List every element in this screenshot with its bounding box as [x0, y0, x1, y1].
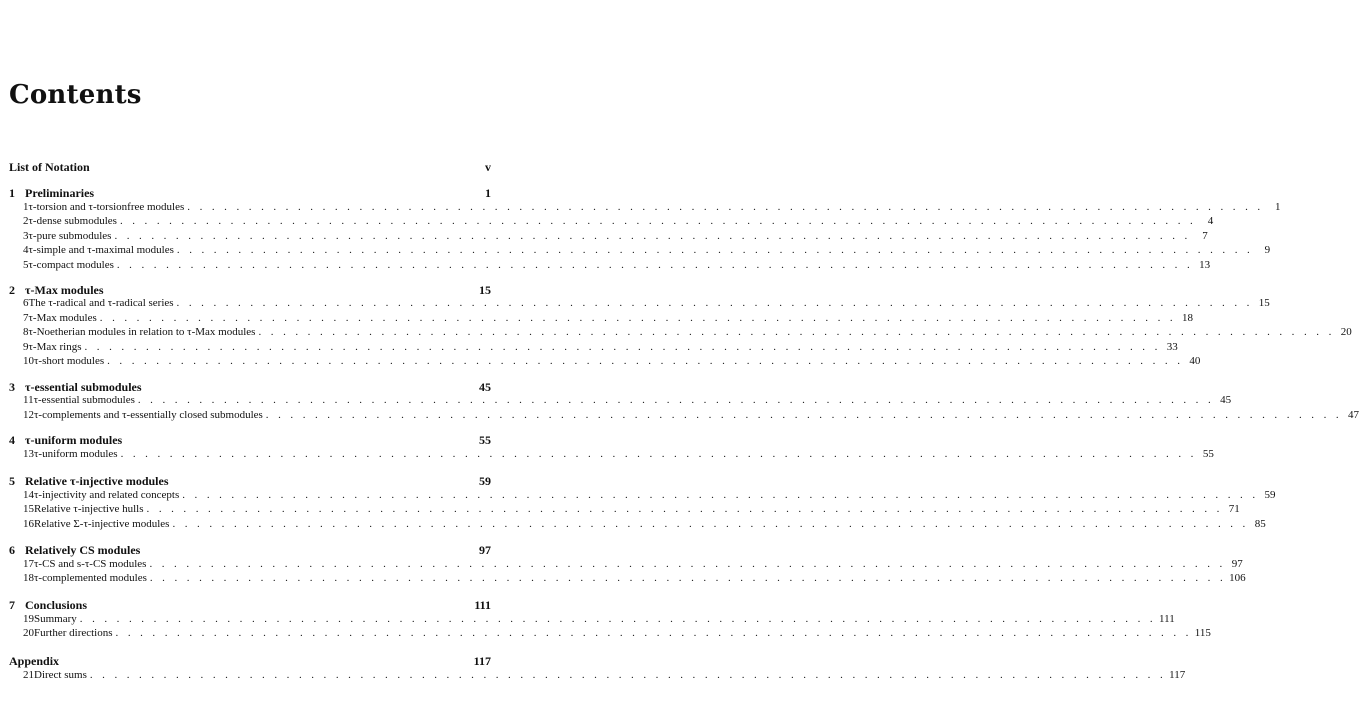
chapter-number: 4	[9, 433, 15, 447]
toc-section-16[interactable]	[9, 518, 1266, 530]
toc-section-11[interactable]	[9, 394, 1232, 406]
toc-section-2[interactable]	[9, 215, 1214, 227]
section-number: 16	[23, 518, 34, 530]
dot-leader	[147, 503, 1223, 515]
section-page: 18	[1182, 312, 1194, 324]
toc-chapter-3[interactable]	[9, 380, 491, 395]
section-number: 3	[23, 230, 29, 242]
section-number: 1	[23, 201, 29, 213]
dot-leader	[85, 341, 1161, 353]
chapter-page: 45	[479, 380, 491, 394]
section-title: τ-essential submodules	[33, 394, 135, 406]
toc-section-6[interactable]	[9, 297, 1270, 309]
section-page: 7	[1202, 230, 1208, 242]
section-page: 33	[1166, 341, 1178, 353]
toc-section-21[interactable]	[9, 669, 1186, 681]
toc-section-9[interactable]	[9, 341, 1178, 353]
section-number: 11	[23, 394, 34, 406]
page-title: Contents	[9, 80, 142, 110]
chapter-title: τ-uniform modules	[25, 433, 123, 447]
section-page: 71	[1228, 503, 1240, 515]
section-page: 115	[1194, 627, 1211, 639]
section-title: Summary	[34, 613, 77, 625]
section-title: τ-Max rings	[28, 341, 82, 353]
section-title: τ-Max modules	[28, 312, 97, 324]
section-page: 40	[1189, 355, 1201, 367]
section-number: 18	[23, 572, 34, 584]
chapter-title: Preliminaries	[25, 186, 95, 200]
toc-entry-appendix[interactable]	[9, 654, 491, 669]
section-title: τ-dense submodules	[28, 215, 117, 227]
section-number: 19	[23, 613, 34, 625]
section-title: Relative τ-injective hulls	[34, 503, 144, 515]
section-page: 97	[1231, 558, 1243, 570]
toc-section-8[interactable]	[9, 326, 1352, 338]
toc-section-20[interactable]	[9, 627, 1211, 639]
dot-leader	[187, 201, 1263, 213]
section-title: τ-short modules	[34, 355, 105, 367]
chapter-page: 59	[479, 474, 491, 488]
section-number: 4	[23, 244, 29, 256]
toc-section-4[interactable]	[9, 244, 1271, 256]
toc-section-12[interactable]	[9, 409, 1359, 421]
section-page: 55	[1202, 448, 1214, 460]
toc-chapter-2[interactable]	[9, 283, 491, 298]
toc-section-15[interactable]	[9, 503, 1240, 515]
section-page: 1	[1275, 201, 1281, 213]
section-page: 45	[1220, 394, 1232, 406]
dot-leader	[138, 394, 1214, 406]
section-page: 85	[1254, 518, 1266, 530]
chapter-page: 97	[479, 543, 491, 557]
chapter-page: 1	[485, 186, 491, 200]
section-page: 47	[1348, 409, 1359, 421]
entry-title: List of Notation	[9, 160, 90, 174]
section-number: 2	[23, 215, 29, 227]
section-page: 59	[1264, 489, 1276, 501]
dot-leader	[182, 489, 1258, 501]
toc-chapter-6[interactable]	[9, 543, 491, 558]
toc-chapter-7[interactable]	[9, 598, 491, 613]
dot-leader	[100, 312, 1176, 324]
toc-section-7[interactable]	[9, 312, 1194, 324]
dot-leader	[149, 558, 1225, 570]
section-number: 7	[23, 312, 29, 324]
section-page: 106	[1229, 572, 1246, 584]
section-title: τ-uniform modules	[34, 448, 118, 460]
dot-leader	[266, 409, 1342, 421]
section-number: 20	[23, 627, 34, 639]
chapter-number: 7	[9, 598, 15, 612]
toc-chapter-5[interactable]	[9, 474, 491, 489]
entry-page: v	[485, 160, 491, 174]
chapter-number: 6	[9, 543, 15, 557]
section-page: 117	[1169, 669, 1186, 681]
toc-section-13[interactable]	[9, 448, 1214, 460]
toc-section-14[interactable]	[9, 489, 1276, 501]
section-number: 13	[23, 448, 34, 460]
entry-page: 117	[473, 654, 491, 668]
section-number: 21	[23, 669, 34, 681]
section-title: τ-CS and s-τ-CS modules	[34, 558, 147, 570]
toc-section-10[interactable]	[9, 355, 1201, 367]
chapter-number: 3	[9, 380, 15, 394]
toc-section-17[interactable]	[9, 558, 1243, 570]
chapter-title: Relative τ-injective modules	[25, 474, 169, 488]
section-page: 13	[1199, 259, 1211, 271]
section-number: 6	[23, 297, 29, 309]
dot-leader	[114, 230, 1190, 242]
toc-chapter-4[interactable]	[9, 433, 491, 448]
dot-leader	[177, 244, 1253, 256]
section-number: 9	[23, 341, 29, 353]
dot-leader	[177, 297, 1253, 309]
toc-section-18[interactable]	[9, 572, 1246, 584]
toc-section-1[interactable]	[9, 201, 1281, 213]
section-title: τ-injectivity and related concepts	[34, 489, 180, 501]
section-title: Direct sums	[34, 669, 87, 681]
section-title: Further directions	[34, 627, 113, 639]
dot-leader	[90, 669, 1166, 681]
section-title: τ-complements and τ-essentially closed submodules	[34, 409, 263, 421]
dot-leader	[120, 215, 1196, 227]
chapter-page: 15	[479, 283, 491, 297]
chapter-number: 2	[9, 283, 15, 297]
section-title: τ-simple and τ-maximal modules	[28, 244, 174, 256]
section-number: 10	[23, 355, 34, 367]
section-page: 9	[1264, 244, 1271, 256]
chapter-title: τ-essential submodules	[25, 380, 142, 394]
chapter-title: Conclusions	[25, 598, 88, 612]
section-title: τ-pure submodules	[28, 230, 112, 242]
section-number: 17	[23, 558, 34, 570]
toc-section-19[interactable]	[9, 613, 1175, 625]
section-page: 4	[1207, 215, 1214, 227]
section-title: The τ-radical and τ-radical series	[28, 297, 174, 309]
section-title: Relative Σ-τ-injective modules	[34, 518, 170, 530]
toc-chapter-1[interactable]	[9, 186, 491, 201]
chapter-number: 1	[9, 186, 15, 200]
entry-title: Appendix	[9, 654, 60, 668]
dot-leader	[116, 627, 1192, 639]
dot-leader	[121, 448, 1197, 460]
dot-leader	[172, 518, 1248, 530]
section-page: 15	[1258, 297, 1270, 309]
section-number: 12	[23, 409, 34, 421]
section-number: 8	[23, 326, 29, 338]
toc-entry-list-of-notation[interactable]	[9, 160, 491, 175]
section-page: 111	[1159, 613, 1175, 625]
section-title: τ-torsion and τ-torsionfree modules	[28, 201, 185, 213]
toc-section-5[interactable]	[9, 259, 1211, 271]
section-page: 20	[1340, 326, 1352, 338]
chapter-title: τ-Max modules	[25, 283, 104, 297]
section-title: τ-complemented modules	[34, 572, 147, 584]
dot-leader	[258, 326, 1334, 338]
dot-leader	[80, 613, 1156, 625]
section-number: 15	[23, 503, 34, 515]
chapter-page: 111	[474, 598, 491, 612]
section-number: 14	[23, 489, 34, 501]
section-number: 5	[23, 259, 29, 271]
dot-leader	[150, 572, 1226, 584]
dot-leader	[117, 259, 1193, 271]
dot-leader	[107, 355, 1183, 367]
section-title: τ-compact modules	[28, 259, 114, 271]
section-title: τ-Noetherian modules in relation to τ-Max modules	[28, 326, 256, 338]
chapter-page: 55	[479, 433, 491, 447]
chapter-title: Relatively CS modules	[25, 543, 141, 557]
chapter-number: 5	[9, 474, 15, 488]
toc-section-3[interactable]	[9, 230, 1208, 242]
